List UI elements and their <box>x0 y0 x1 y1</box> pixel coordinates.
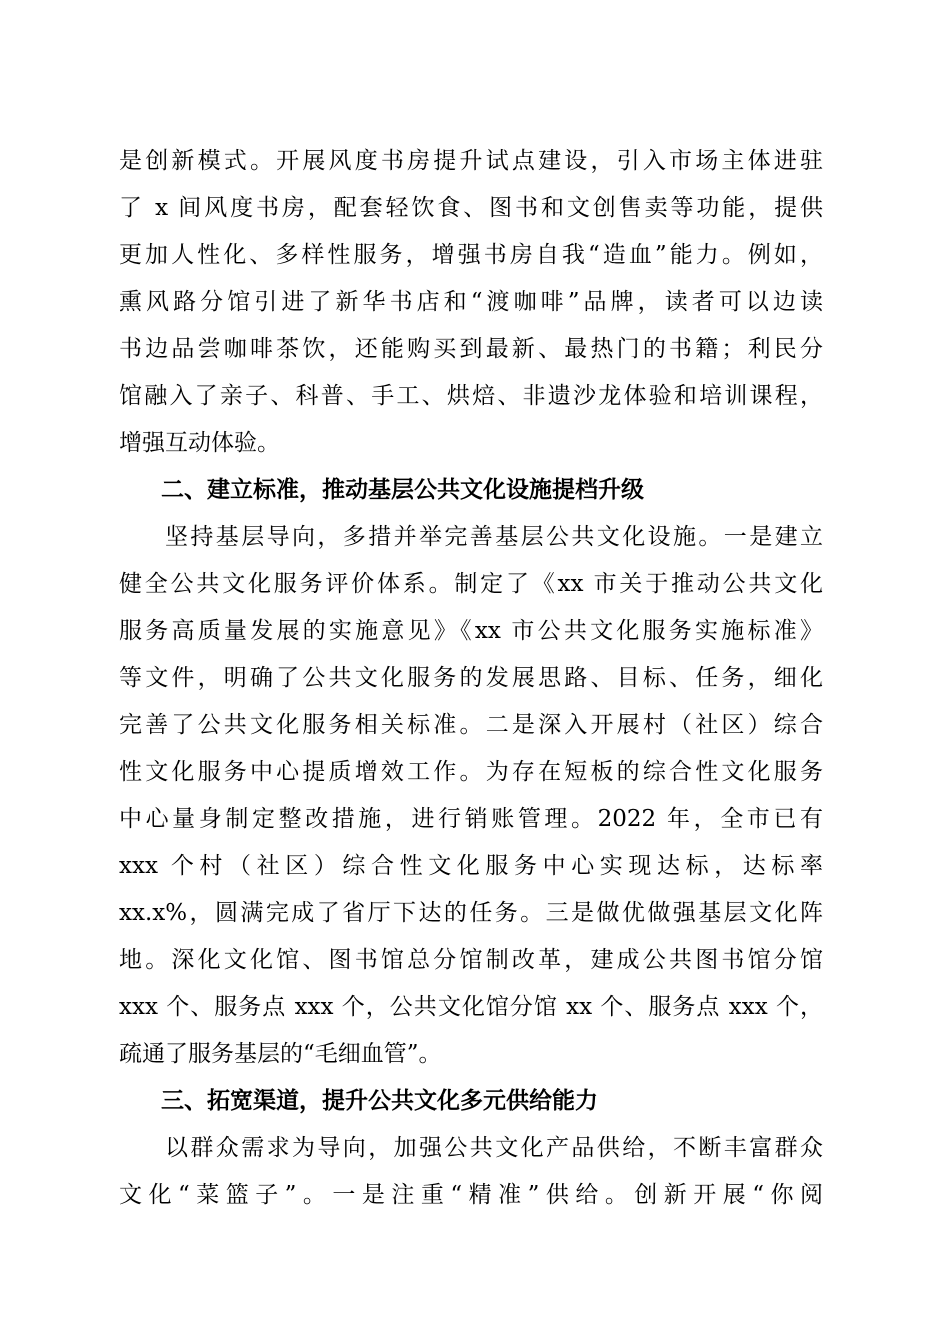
paragraph-line: 疏通了服务基层的“毛细血管”。 <box>119 1041 442 1067</box>
paragraph-line: 书边品尝咖啡茶饮，还能购买到最新、最热门的书籍；利民分 <box>119 336 823 362</box>
paragraph-line: xxx 个、服务点 xxx 个，公共文化馆分馆 xx 个、服务点 xxx 个， <box>119 994 823 1020</box>
paragraph-line: 熏风路分馆引进了新华书店和“渡咖啡”品牌，读者可以边读 <box>119 289 823 315</box>
paragraph-line: 性文化服务中心提质增效工作。为存在短板的综合性文化服务 <box>119 759 823 785</box>
paragraph-line: 健全公共文化服务评价体系。制定了《xx 市关于推动公共文化 <box>119 571 823 597</box>
document-body <box>119 138 823 1219</box>
paragraph-line: 服务高质量发展的实施意见》《xx 市公共文化服务实施标准》 <box>119 618 823 644</box>
section-heading-3: 三、拓宽渠道，提升公共文化多元供给能力 <box>161 1088 598 1114</box>
paragraph-line: xxx 个村（社区）综合性文化服务中心实现达标，达标率 <box>119 853 823 879</box>
paragraph-line: 坚持基层导向，多措并举完善基层公共文化设施。一是建立 <box>165 524 823 550</box>
paragraph-line: 文化“菜篮子”。一是注重“精准”供给。创新开展“你阅 <box>119 1182 823 1208</box>
paragraph-line: 中心量身制定整改措施，进行销账管理。2022 年，全市已有 <box>119 806 823 832</box>
paragraph-1 <box>119 138 823 467</box>
paragraph-line: 以群众需求为导向，加强公共文化产品供给，不断丰富群众 <box>165 1135 823 1161</box>
paragraph-line: 等文件，明确了公共文化服务的发展思路、目标、任务，细化 <box>119 665 823 691</box>
paragraph-line: xx.x%，圆满完成了省厅下达的任务。三是做优做强基层文化阵 <box>119 900 823 926</box>
section-heading-2: 二、建立标准，推动基层公共文化设施提档升级 <box>161 477 644 503</box>
paragraph-3 <box>119 1125 823 1219</box>
paragraph-line: 增强互动体验。 <box>119 430 280 456</box>
paragraph-line: 了 x 间风度书房，配套轻饮食、图书和文创售卖等功能，提供 <box>119 195 823 221</box>
paragraph-line: 完善了公共文化服务相关标准。二是深入开展村（社区）综合 <box>119 712 823 738</box>
paragraph-line: 地。深化文化馆、图书馆总分馆制改革，建成公共图书馆分馆 <box>119 947 823 973</box>
paragraph-line: 更加人性化、多样性服务，增强书房自我“造血”能力。例如， <box>119 242 823 268</box>
paragraph-line: 馆融入了亲子、科普、手工、烘焙、非遗沙龙体验和培训课程， <box>119 383 823 409</box>
paragraph-line: 是创新模式。开展风度书房提升试点建设，引入市场主体进驻 <box>119 148 823 174</box>
paragraph-2 <box>119 514 823 1078</box>
